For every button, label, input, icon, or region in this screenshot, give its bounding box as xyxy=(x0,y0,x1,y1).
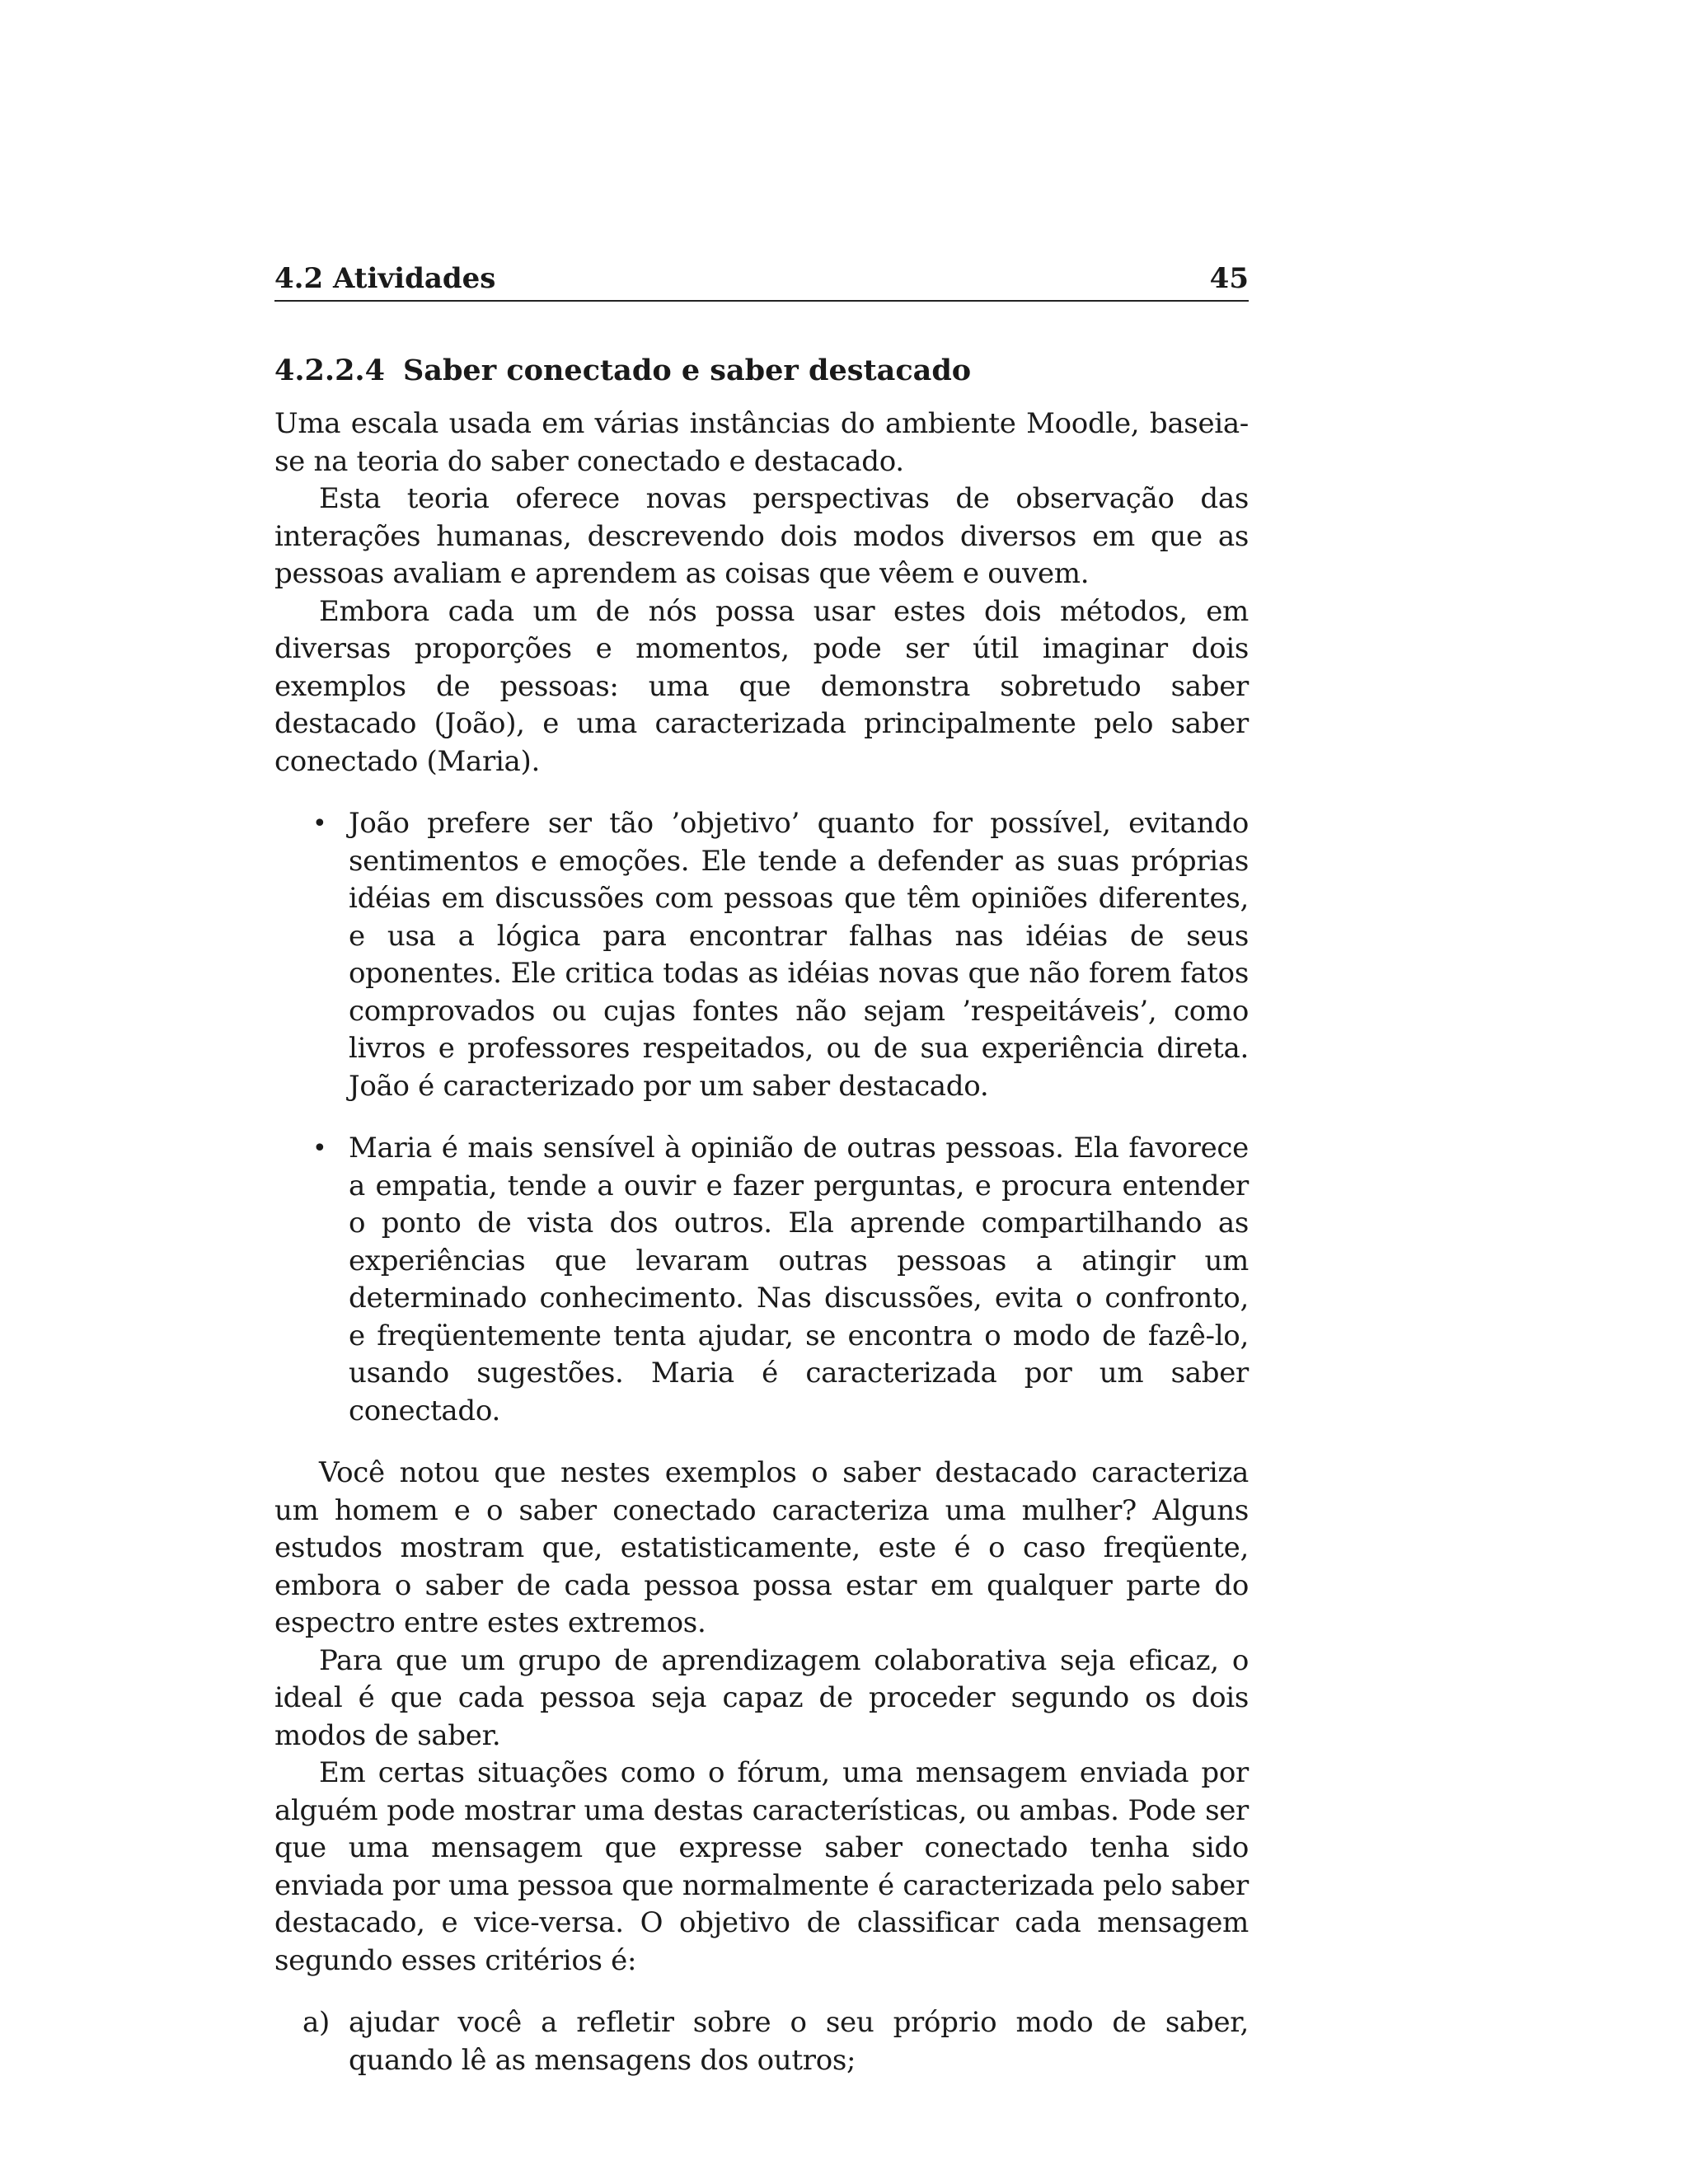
list-item xyxy=(302,2004,1249,2079)
document-page xyxy=(274,262,1249,2079)
list-item xyxy=(312,805,1249,1105)
header-section-title: 4.2 Atividades xyxy=(274,262,496,295)
bullet-marker: • xyxy=(312,1134,327,1163)
running-header xyxy=(274,262,1249,302)
section-number: 4.2.2.4 xyxy=(274,354,385,387)
list-marker: a) xyxy=(302,2006,330,2039)
bullet-list xyxy=(274,805,1249,1430)
section-heading xyxy=(274,353,1249,389)
paragraph: Uma escala usada em várias instâncias do ambiente Moodle, baseia-se na teoria do saber conectado e destacado. xyxy=(274,407,1249,478)
bullet-marker: • xyxy=(312,809,327,838)
paragraph: Embora cada um de nós possa usar estes dois métodos, em diversas proporções e momentos, pode ser útil imaginar dois exemplos de pessoas: uma que demonstra sobretudo saber destacado (João), e uma caracterizada principalmente pelo saber conectado (Maria). xyxy=(274,594,1249,778)
page-number: 45 xyxy=(1209,262,1249,295)
list-item-text: ajudar você a refletir sobre o seu próprio modo de saber, quando lê as mensagens dos outros; xyxy=(349,2006,1249,2077)
list-item xyxy=(312,1130,1249,1430)
lettered-list xyxy=(274,2004,1249,2079)
paragraph: Para que um grupo de aprendizagem colaborativa seja eficaz, o ideal é que cada pessoa seja capaz de proceder segundo os dois modos de saber. xyxy=(274,1643,1249,1752)
paragraph: Esta teoria oferece novas perspectivas de observação das interações humanas, descrevendo dois modos diversos em que as pessoas avaliam e aprendem as coisas que vêem e ouvem. xyxy=(274,482,1249,590)
list-item-text: João prefere ser tão ’objetivo’ quanto for possível, evitando sentimentos e emoções. Ele tende a defender as suas próprias idéias em discussões com pessoas que têm opiniões diferentes, e usa a lógica para encontrar falhas nas idéias de seus oponentes. Ele critica todas as idéias novas que não forem fatos comprovados ou cujas fontes não sejam ’respeitáveis’, como livros e professores respeitados, ou de sua experiência direta. João é caracterizado por um saber destacado. xyxy=(349,807,1249,1103)
section-body xyxy=(274,405,1249,2079)
paragraph: Em certas situações como o fórum, uma mensagem enviada por alguém pode mostrar uma destas características, ou ambas. Pode ser que uma mensagem que expresse saber conectado tenha sido enviada por uma pessoa que normalmente é caracterizada pelo saber destacado, e vice-versa. O objetivo de classificar cada mensagem segundo esses critérios é: xyxy=(274,1756,1249,1977)
list-item-text: Maria é mais sensível à opinião de outras pessoas. Ela favorece a empatia, tende a ouvir e fazer perguntas, e procura entender o ponto de vista dos outros. Ela aprende compartilhando as experiências que levaram outras pessoas a atingir um determinado conhecimento. Nas discussões, evita o confronto, e freqüentemente tenta ajudar, se encontra o modo de fazê-lo, usando sugestões. Maria é caracterizada por um saber conectado. xyxy=(349,1132,1249,1427)
paragraph: Você notou que nestes exemplos o saber destacado caracteriza um homem e o saber conectado caracteriza uma mulher? Alguns estudos mostram que, estatisticamente, este é o caso freqüente, embora o saber de cada pessoa possa estar em qualquer parte do espectro entre estes extremos. xyxy=(274,1456,1249,1639)
section-title: Saber conectado e saber destacado xyxy=(403,354,972,387)
